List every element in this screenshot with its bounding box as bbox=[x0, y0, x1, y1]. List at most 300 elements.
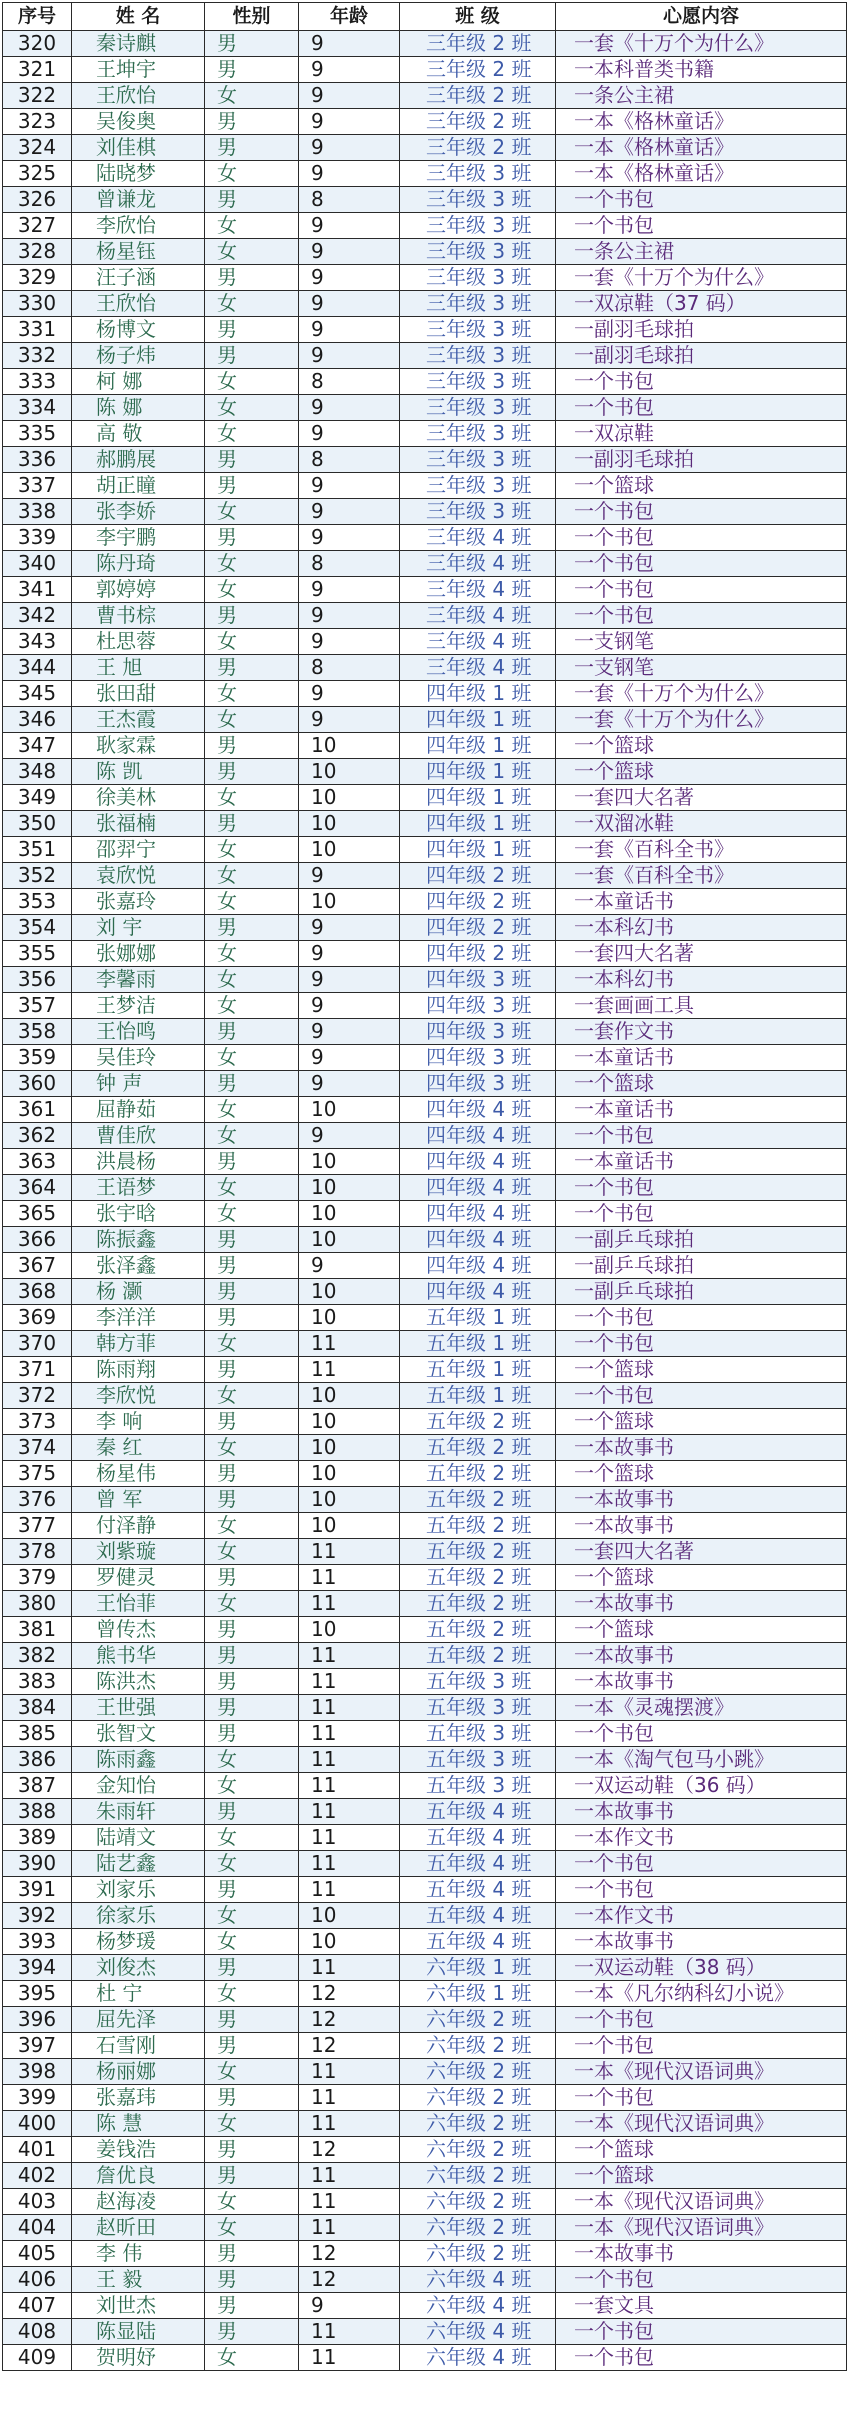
cell-class: 四年级 1 班 bbox=[400, 811, 556, 837]
cell-class: 六年级 1 班 bbox=[400, 1955, 556, 1981]
cell-name: 王语梦 bbox=[72, 1175, 205, 1201]
cell-wish: 一个书包 bbox=[556, 1851, 847, 1877]
cell-gender: 女 bbox=[205, 1123, 299, 1149]
cell-age: 11 bbox=[299, 1357, 400, 1383]
cell-gender: 女 bbox=[205, 395, 299, 421]
cell-name: 李馨雨 bbox=[72, 967, 205, 993]
table-row bbox=[3, 1409, 847, 1435]
table-row bbox=[3, 1721, 847, 1747]
cell-gender: 女 bbox=[205, 499, 299, 525]
cell-class: 四年级 4 班 bbox=[400, 1097, 556, 1123]
cell-name: 汪子涵 bbox=[72, 265, 205, 291]
cell-age: 10 bbox=[299, 1435, 400, 1461]
cell-wish: 一本作文书 bbox=[556, 1903, 847, 1929]
cell-age: 10 bbox=[299, 1409, 400, 1435]
cell-class: 四年级 2 班 bbox=[400, 941, 556, 967]
table-row bbox=[3, 2293, 847, 2319]
cell-name: 张宇晗 bbox=[72, 1201, 205, 1227]
cell-wish: 一个篮球 bbox=[556, 759, 847, 785]
cell-id: 370 bbox=[3, 1331, 72, 1357]
cell-wish: 一个书包 bbox=[556, 577, 847, 603]
cell-gender: 男 bbox=[205, 447, 299, 473]
cell-gender: 女 bbox=[205, 2111, 299, 2137]
table-row bbox=[3, 1331, 847, 1357]
table-row bbox=[3, 1695, 847, 1721]
cell-name: 刘家乐 bbox=[72, 1877, 205, 1903]
cell-name: 曾传杰 bbox=[72, 1617, 205, 1643]
cell-class: 四年级 1 班 bbox=[400, 759, 556, 785]
cell-gender: 男 bbox=[205, 915, 299, 941]
table-row bbox=[3, 1305, 847, 1331]
cell-gender: 女 bbox=[205, 239, 299, 265]
cell-name: 王坤宇 bbox=[72, 57, 205, 83]
cell-wish: 一个书包 bbox=[556, 603, 847, 629]
cell-wish: 一副羽毛球拍 bbox=[556, 447, 847, 473]
cell-age: 11 bbox=[299, 2085, 400, 2111]
cell-gender: 女 bbox=[205, 1903, 299, 1929]
table-row bbox=[3, 395, 847, 421]
table-row bbox=[3, 2267, 847, 2293]
cell-age: 11 bbox=[299, 1331, 400, 1357]
cell-gender: 男 bbox=[205, 31, 299, 57]
cell-gender: 女 bbox=[205, 1851, 299, 1877]
cell-id: 406 bbox=[3, 2267, 72, 2293]
cell-gender: 女 bbox=[205, 941, 299, 967]
cell-class: 五年级 3 班 bbox=[400, 1747, 556, 1773]
cell-age: 10 bbox=[299, 759, 400, 785]
cell-name: 朱雨轩 bbox=[72, 1799, 205, 1825]
cell-gender: 男 bbox=[205, 1071, 299, 1097]
table-row bbox=[3, 837, 847, 863]
cell-gender: 男 bbox=[205, 1253, 299, 1279]
table-row bbox=[3, 863, 847, 889]
cell-name: 杨星伟 bbox=[72, 1461, 205, 1487]
cell-class: 六年级 2 班 bbox=[400, 2189, 556, 2215]
cell-id: 359 bbox=[3, 1045, 72, 1071]
cell-age: 10 bbox=[299, 1201, 400, 1227]
cell-class: 五年级 4 班 bbox=[400, 1877, 556, 1903]
cell-id: 377 bbox=[3, 1513, 72, 1539]
cell-age: 9 bbox=[299, 213, 400, 239]
table-row bbox=[3, 83, 847, 109]
cell-wish: 一本童话书 bbox=[556, 1097, 847, 1123]
table-row bbox=[3, 1929, 847, 1955]
cell-id: 409 bbox=[3, 2345, 72, 2371]
cell-age: 11 bbox=[299, 1539, 400, 1565]
cell-name: 杨博文 bbox=[72, 317, 205, 343]
cell-id: 361 bbox=[3, 1097, 72, 1123]
cell-wish: 一个书包 bbox=[556, 499, 847, 525]
cell-id: 348 bbox=[3, 759, 72, 785]
table-row bbox=[3, 1565, 847, 1591]
cell-age: 9 bbox=[299, 993, 400, 1019]
cell-class: 三年级 3 班 bbox=[400, 265, 556, 291]
cell-gender: 女 bbox=[205, 1539, 299, 1565]
cell-age: 12 bbox=[299, 2267, 400, 2293]
cell-id: 395 bbox=[3, 1981, 72, 2007]
cell-name: 袁欣悦 bbox=[72, 863, 205, 889]
cell-age: 8 bbox=[299, 551, 400, 577]
cell-wish: 一个篮球 bbox=[556, 1617, 847, 1643]
cell-age: 9 bbox=[299, 1123, 400, 1149]
cell-class: 三年级 4 班 bbox=[400, 577, 556, 603]
cell-gender: 男 bbox=[205, 1877, 299, 1903]
table-row bbox=[3, 1253, 847, 1279]
cell-name: 张娜娜 bbox=[72, 941, 205, 967]
table-row bbox=[3, 967, 847, 993]
cell-id: 385 bbox=[3, 1721, 72, 1747]
cell-name: 王欣怡 bbox=[72, 83, 205, 109]
cell-age: 10 bbox=[299, 1513, 400, 1539]
cell-id: 401 bbox=[3, 2137, 72, 2163]
table-row bbox=[3, 1903, 847, 1929]
cell-wish: 一套文具 bbox=[556, 2293, 847, 2319]
cell-id: 376 bbox=[3, 1487, 72, 1513]
cell-wish: 一套画画工具 bbox=[556, 993, 847, 1019]
cell-gender: 女 bbox=[205, 1773, 299, 1799]
table-row bbox=[3, 1825, 847, 1851]
table-row bbox=[3, 1669, 847, 1695]
cell-name: 秦 红 bbox=[72, 1435, 205, 1461]
cell-age: 11 bbox=[299, 1955, 400, 1981]
table-row bbox=[3, 811, 847, 837]
cell-class: 四年级 3 班 bbox=[400, 967, 556, 993]
cell-age: 10 bbox=[299, 1175, 400, 1201]
cell-class: 四年级 1 班 bbox=[400, 837, 556, 863]
cell-age: 10 bbox=[299, 1227, 400, 1253]
cell-class: 三年级 4 班 bbox=[400, 551, 556, 577]
cell-class: 三年级 3 班 bbox=[400, 473, 556, 499]
table-row bbox=[3, 187, 847, 213]
cell-gender: 女 bbox=[205, 707, 299, 733]
cell-id: 364 bbox=[3, 1175, 72, 1201]
cell-id: 352 bbox=[3, 863, 72, 889]
table-row bbox=[3, 499, 847, 525]
cell-gender: 男 bbox=[205, 1565, 299, 1591]
cell-age: 11 bbox=[299, 2163, 400, 2189]
cell-age: 9 bbox=[299, 473, 400, 499]
cell-name: 陆晓梦 bbox=[72, 161, 205, 187]
cell-name: 高 敬 bbox=[72, 421, 205, 447]
cell-class: 三年级 2 班 bbox=[400, 135, 556, 161]
cell-id: 405 bbox=[3, 2241, 72, 2267]
cell-id: 373 bbox=[3, 1409, 72, 1435]
cell-wish: 一个书包 bbox=[556, 1201, 847, 1227]
cell-name: 李欣怡 bbox=[72, 213, 205, 239]
table-row bbox=[3, 2111, 847, 2137]
cell-wish: 一双溜冰鞋 bbox=[556, 811, 847, 837]
cell-wish: 一本故事书 bbox=[556, 2241, 847, 2267]
cell-gender: 男 bbox=[205, 2241, 299, 2267]
cell-gender: 男 bbox=[205, 2033, 299, 2059]
cell-age: 11 bbox=[299, 1591, 400, 1617]
cell-class: 六年级 2 班 bbox=[400, 2163, 556, 2189]
cell-name: 钟 声 bbox=[72, 1071, 205, 1097]
cell-id: 392 bbox=[3, 1903, 72, 1929]
cell-id: 381 bbox=[3, 1617, 72, 1643]
cell-id: 396 bbox=[3, 2007, 72, 2033]
table-row bbox=[3, 1123, 847, 1149]
cell-class: 六年级 4 班 bbox=[400, 2267, 556, 2293]
header-id: 序号 bbox=[3, 3, 72, 31]
cell-wish: 一个篮球 bbox=[556, 1565, 847, 1591]
cell-name: 曹佳欣 bbox=[72, 1123, 205, 1149]
cell-gender: 男 bbox=[205, 265, 299, 291]
cell-age: 10 bbox=[299, 1149, 400, 1175]
table-row bbox=[3, 317, 847, 343]
cell-wish: 一套四大名著 bbox=[556, 1539, 847, 1565]
cell-age: 10 bbox=[299, 1279, 400, 1305]
cell-id: 325 bbox=[3, 161, 72, 187]
cell-id: 378 bbox=[3, 1539, 72, 1565]
cell-id: 403 bbox=[3, 2189, 72, 2215]
header-wish: 心愿内容 bbox=[556, 3, 847, 31]
cell-wish: 一副羽毛球拍 bbox=[556, 317, 847, 343]
cell-name: 姜钱浩 bbox=[72, 2137, 205, 2163]
cell-id: 375 bbox=[3, 1461, 72, 1487]
cell-id: 388 bbox=[3, 1799, 72, 1825]
cell-name: 金知怡 bbox=[72, 1773, 205, 1799]
cell-id: 391 bbox=[3, 1877, 72, 1903]
cell-class: 三年级 4 班 bbox=[400, 525, 556, 551]
cell-id: 366 bbox=[3, 1227, 72, 1253]
cell-wish: 一副乒乓球拍 bbox=[556, 1253, 847, 1279]
cell-gender: 女 bbox=[205, 837, 299, 863]
table-row bbox=[3, 2085, 847, 2111]
cell-wish: 一个书包 bbox=[556, 369, 847, 395]
cell-id: 351 bbox=[3, 837, 72, 863]
table-row bbox=[3, 1097, 847, 1123]
cell-id: 365 bbox=[3, 1201, 72, 1227]
cell-class: 三年级 3 班 bbox=[400, 447, 556, 473]
cell-class: 三年级 2 班 bbox=[400, 57, 556, 83]
cell-id: 394 bbox=[3, 1955, 72, 1981]
cell-wish: 一本《灵魂摆渡》 bbox=[556, 1695, 847, 1721]
cell-gender: 男 bbox=[205, 525, 299, 551]
cell-gender: 女 bbox=[205, 213, 299, 239]
cell-gender: 男 bbox=[205, 1643, 299, 1669]
cell-gender: 女 bbox=[205, 1175, 299, 1201]
cell-id: 372 bbox=[3, 1383, 72, 1409]
cell-age: 11 bbox=[299, 1773, 400, 1799]
cell-name: 陈洪杰 bbox=[72, 1669, 205, 1695]
cell-class: 四年级 3 班 bbox=[400, 1045, 556, 1071]
cell-age: 9 bbox=[299, 681, 400, 707]
cell-age: 11 bbox=[299, 1721, 400, 1747]
cell-id: 400 bbox=[3, 2111, 72, 2137]
cell-wish: 一个书包 bbox=[556, 213, 847, 239]
cell-wish: 一个篮球 bbox=[556, 473, 847, 499]
cell-wish: 一个篮球 bbox=[556, 1071, 847, 1097]
table-row bbox=[3, 2189, 847, 2215]
cell-gender: 男 bbox=[205, 2163, 299, 2189]
cell-age: 9 bbox=[299, 421, 400, 447]
cell-gender: 男 bbox=[205, 1357, 299, 1383]
cell-name: 王欣怡 bbox=[72, 291, 205, 317]
cell-name: 洪晨杨 bbox=[72, 1149, 205, 1175]
cell-id: 390 bbox=[3, 1851, 72, 1877]
cell-id: 320 bbox=[3, 31, 72, 57]
table-row bbox=[3, 343, 847, 369]
cell-class: 四年级 4 班 bbox=[400, 1227, 556, 1253]
table-row bbox=[3, 369, 847, 395]
cell-wish: 一个书包 bbox=[556, 525, 847, 551]
cell-id: 335 bbox=[3, 421, 72, 447]
table-row bbox=[3, 2137, 847, 2163]
cell-age: 9 bbox=[299, 31, 400, 57]
cell-wish: 一个书包 bbox=[556, 2085, 847, 2111]
cell-id: 386 bbox=[3, 1747, 72, 1773]
cell-gender: 女 bbox=[205, 1435, 299, 1461]
table-row bbox=[3, 1383, 847, 1409]
cell-id: 342 bbox=[3, 603, 72, 629]
cell-id: 350 bbox=[3, 811, 72, 837]
cell-gender: 女 bbox=[205, 1591, 299, 1617]
table-row bbox=[3, 551, 847, 577]
cell-name: 胡正瞳 bbox=[72, 473, 205, 499]
table-row bbox=[3, 655, 847, 681]
table-row bbox=[3, 1513, 847, 1539]
table-row bbox=[3, 941, 847, 967]
cell-gender: 男 bbox=[205, 1955, 299, 1981]
cell-class: 三年级 2 班 bbox=[400, 31, 556, 57]
cell-id: 344 bbox=[3, 655, 72, 681]
cell-name: 刘紫璇 bbox=[72, 1539, 205, 1565]
cell-class: 四年级 4 班 bbox=[400, 1175, 556, 1201]
cell-wish: 一套四大名著 bbox=[556, 941, 847, 967]
cell-age: 10 bbox=[299, 1461, 400, 1487]
table-row bbox=[3, 1357, 847, 1383]
cell-class: 三年级 2 班 bbox=[400, 83, 556, 109]
cell-wish: 一个书包 bbox=[556, 2267, 847, 2293]
cell-class: 六年级 2 班 bbox=[400, 2085, 556, 2111]
cell-name: 詹优良 bbox=[72, 2163, 205, 2189]
cell-id: 343 bbox=[3, 629, 72, 655]
cell-name: 王 毅 bbox=[72, 2267, 205, 2293]
cell-class: 五年级 2 班 bbox=[400, 1487, 556, 1513]
cell-name: 刘佳棋 bbox=[72, 135, 205, 161]
wish-list-table bbox=[2, 2, 847, 2371]
cell-id: 357 bbox=[3, 993, 72, 1019]
cell-class: 三年级 3 班 bbox=[400, 317, 556, 343]
cell-id: 349 bbox=[3, 785, 72, 811]
cell-name: 王梦洁 bbox=[72, 993, 205, 1019]
table-header-row bbox=[3, 3, 847, 31]
cell-id: 340 bbox=[3, 551, 72, 577]
cell-id: 346 bbox=[3, 707, 72, 733]
table-row bbox=[3, 57, 847, 83]
cell-id: 363 bbox=[3, 1149, 72, 1175]
cell-wish: 一套《十万个为什么》 bbox=[556, 681, 847, 707]
cell-name: 付泽静 bbox=[72, 1513, 205, 1539]
cell-class: 四年级 1 班 bbox=[400, 733, 556, 759]
cell-wish: 一本科普类书籍 bbox=[556, 57, 847, 83]
cell-gender: 女 bbox=[205, 1097, 299, 1123]
cell-wish: 一个书包 bbox=[556, 1383, 847, 1409]
cell-gender: 男 bbox=[205, 473, 299, 499]
cell-name: 张嘉玮 bbox=[72, 2085, 205, 2111]
cell-id: 323 bbox=[3, 109, 72, 135]
cell-id: 371 bbox=[3, 1357, 72, 1383]
cell-wish: 一个篮球 bbox=[556, 733, 847, 759]
cell-gender: 男 bbox=[205, 317, 299, 343]
cell-age: 10 bbox=[299, 1305, 400, 1331]
cell-gender: 女 bbox=[205, 577, 299, 603]
table-row bbox=[3, 291, 847, 317]
cell-wish: 一条公主裙 bbox=[556, 83, 847, 109]
cell-class: 六年级 2 班 bbox=[400, 2241, 556, 2267]
cell-gender: 男 bbox=[205, 57, 299, 83]
cell-age: 9 bbox=[299, 499, 400, 525]
cell-class: 五年级 2 班 bbox=[400, 1435, 556, 1461]
table-row bbox=[3, 2163, 847, 2189]
cell-gender: 男 bbox=[205, 2085, 299, 2111]
table-row bbox=[3, 1175, 847, 1201]
cell-id: 374 bbox=[3, 1435, 72, 1461]
cell-wish: 一个书包 bbox=[556, 2033, 847, 2059]
cell-gender: 女 bbox=[205, 1201, 299, 1227]
cell-name: 吴佳玲 bbox=[72, 1045, 205, 1071]
cell-age: 9 bbox=[299, 967, 400, 993]
cell-class: 三年级 3 班 bbox=[400, 499, 556, 525]
cell-wish: 一本故事书 bbox=[556, 1513, 847, 1539]
cell-id: 333 bbox=[3, 369, 72, 395]
cell-age: 12 bbox=[299, 2007, 400, 2033]
cell-class: 五年级 1 班 bbox=[400, 1357, 556, 1383]
cell-id: 404 bbox=[3, 2215, 72, 2241]
table-row bbox=[3, 525, 847, 551]
cell-gender: 女 bbox=[205, 1747, 299, 1773]
cell-class: 三年级 3 班 bbox=[400, 291, 556, 317]
cell-age: 8 bbox=[299, 655, 400, 681]
cell-id: 382 bbox=[3, 1643, 72, 1669]
table-row bbox=[3, 1773, 847, 1799]
cell-gender: 男 bbox=[205, 2007, 299, 2033]
cell-age: 9 bbox=[299, 863, 400, 889]
cell-class: 五年级 3 班 bbox=[400, 1695, 556, 1721]
cell-name: 刘世杰 bbox=[72, 2293, 205, 2319]
cell-age: 10 bbox=[299, 1929, 400, 1955]
cell-id: 402 bbox=[3, 2163, 72, 2189]
cell-id: 338 bbox=[3, 499, 72, 525]
cell-gender: 女 bbox=[205, 993, 299, 1019]
cell-id: 384 bbox=[3, 1695, 72, 1721]
table-row bbox=[3, 2033, 847, 2059]
cell-id: 389 bbox=[3, 1825, 72, 1851]
cell-id: 322 bbox=[3, 83, 72, 109]
table-row bbox=[3, 889, 847, 915]
cell-name: 曹书棕 bbox=[72, 603, 205, 629]
cell-class: 五年级 2 班 bbox=[400, 1565, 556, 1591]
cell-name: 陈雨鑫 bbox=[72, 1747, 205, 1773]
cell-id: 380 bbox=[3, 1591, 72, 1617]
cell-gender: 男 bbox=[205, 1669, 299, 1695]
cell-name: 曾 军 bbox=[72, 1487, 205, 1513]
cell-name: 罗健灵 bbox=[72, 1565, 205, 1591]
cell-name: 赵海凌 bbox=[72, 2189, 205, 2215]
cell-wish: 一个书包 bbox=[556, 2007, 847, 2033]
cell-id: 353 bbox=[3, 889, 72, 915]
cell-name: 王 旭 bbox=[72, 655, 205, 681]
cell-gender: 男 bbox=[205, 1695, 299, 1721]
cell-wish: 一套《百科全书》 bbox=[556, 863, 847, 889]
cell-wish: 一本科幻书 bbox=[556, 915, 847, 941]
header-name: 姓 名 bbox=[72, 3, 205, 31]
cell-age: 12 bbox=[299, 2241, 400, 2267]
cell-class: 五年级 2 班 bbox=[400, 1643, 556, 1669]
cell-gender: 女 bbox=[205, 889, 299, 915]
cell-gender: 男 bbox=[205, 1617, 299, 1643]
